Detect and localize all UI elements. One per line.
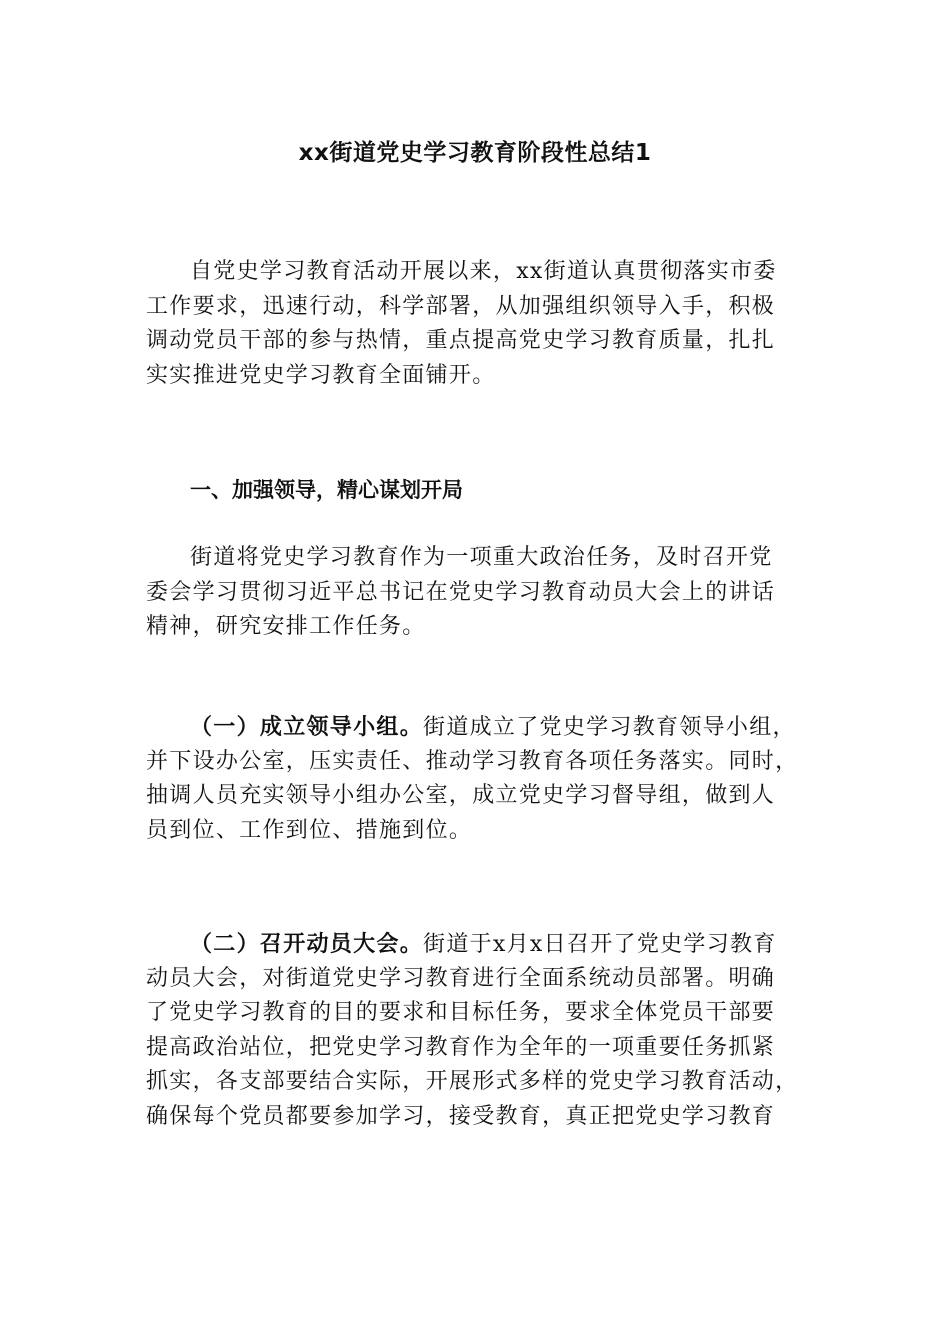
section-heading: 一、加强领导，精心谋划开局 xyxy=(190,478,463,502)
intro-line: 调动党员干部的参与热情，重点提高党史学习教育质量，扎扎 xyxy=(146,328,776,353)
subsection-first-line xyxy=(146,710,806,745)
section1-paragraph xyxy=(146,541,806,645)
intro-line: 自党史学习教育活动开展以来，xx街道认真贯彻落实市委 xyxy=(190,259,777,284)
document-title: xx街道党史学习教育阶段性总结1 xyxy=(298,140,652,166)
paragraph-line: 确保每个党员都要参加学习，接受教育，真正把党史学习教育 xyxy=(146,1103,776,1129)
subsection-2-paragraph xyxy=(146,927,806,1134)
paragraph-line: 精神，研究安排工作任务。 xyxy=(146,614,426,639)
intro-paragraph xyxy=(146,255,806,393)
paragraph-line: 了党史学习教育的目的要求和目标任务，要求全体党员干部要 xyxy=(146,1000,776,1025)
subsection-first-line-text: 街道于x月x日召开了党史学习教育 xyxy=(423,932,777,957)
paragraph-line: 抓实，各支部要结合实际，开展形式多样的党史学习教育活动， xyxy=(146,1069,799,1094)
subsection-first-line xyxy=(146,927,806,962)
paragraph-line: 委会学习贯彻习近平总书记在党史学习教育动员大会上的讲话 xyxy=(146,579,776,605)
paragraph-line: 抽调人员充实领导小组办公室，成立党史学习督导组，做到人 xyxy=(146,783,776,808)
subsection-lead: （一）成立领导小组。 xyxy=(190,714,424,740)
paragraph-line: 提高政治站位，把党史学习教育作为全年的一项重要任务抓紧 xyxy=(146,1034,776,1060)
subsection-first-line-text: 街道成立了党史学习教育领导小组， xyxy=(423,715,796,740)
paragraph-line: 并下设办公室，压实责任、推动学习教育各项任务落实。同时， xyxy=(146,748,799,774)
subsection-1-paragraph xyxy=(146,710,806,848)
intro-line: 实实推进党史学习教育全面铺开。 xyxy=(146,362,496,388)
paragraph-line: 动员大会，对街道党史学习教育进行全面系统动员部署。明确 xyxy=(146,965,776,991)
paragraph-line: 员到位、工作到位、措施到位。 xyxy=(146,817,473,843)
subsection-lead: （二）召开动员大会。 xyxy=(190,931,424,957)
paragraph-line: 街道将党史学习教育作为一项重大政治任务，及时召开党 xyxy=(190,545,773,570)
intro-line: 工作要求，迅速行动，科学部署，从加强组织领导入手，积极 xyxy=(146,293,776,319)
